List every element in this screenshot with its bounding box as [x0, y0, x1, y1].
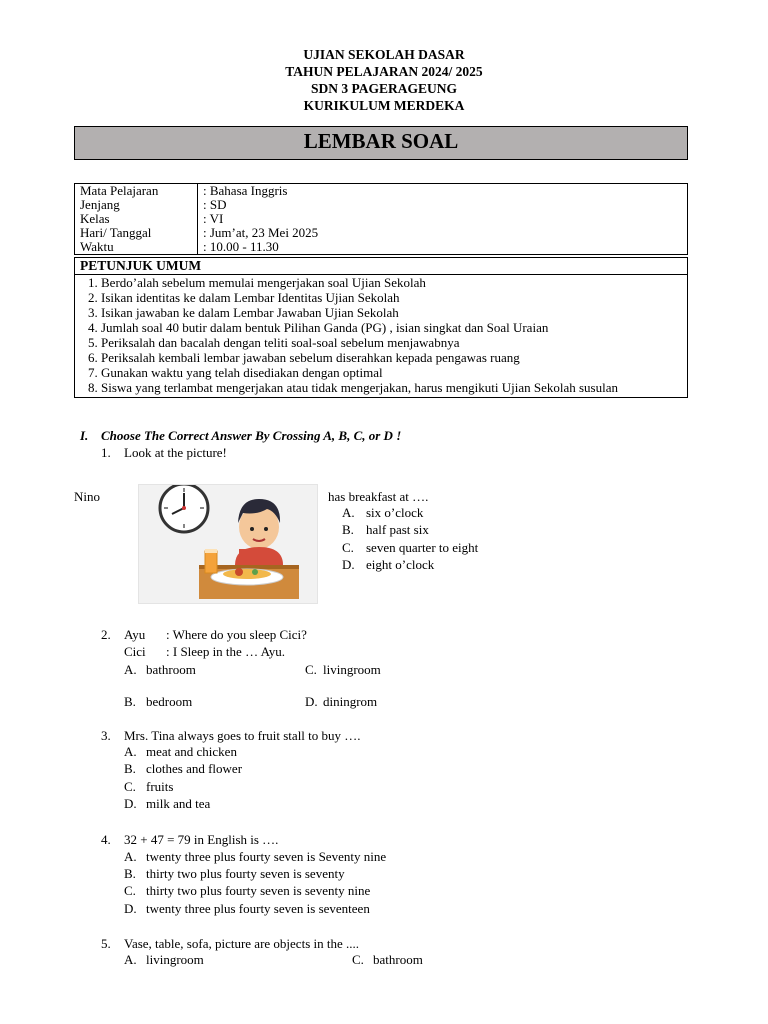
- general-instructions: [74, 257, 688, 398]
- dialog-line: : I Sleep in the … Ayu.: [166, 644, 286, 659]
- exam-header: [0, 46, 768, 114]
- info-values-cell: [198, 184, 688, 255]
- instruction-item: 7. Gunakan waktu yang telah disediakan dengan optimal: [101, 365, 687, 380]
- option-text: eight o’clock: [366, 557, 435, 572]
- header-line-3: SDN 3 PAGERAGEUNG: [310, 81, 457, 96]
- info-label: Mata Pelajaran: [80, 183, 159, 198]
- instruction-item: 1. Berdo’alah sebelum memulai mengerjakan soal Ujian Sekolah: [101, 275, 687, 290]
- dialog-speaker: Cici: [124, 644, 146, 659]
- subject-name: Nino: [74, 489, 100, 504]
- option-letter: C.: [124, 779, 136, 794]
- info-value: : SD: [203, 197, 227, 212]
- option-text: milk and tea: [146, 796, 211, 811]
- option-text: livingroom: [146, 952, 204, 967]
- option-text: twenty three plus fourty seven is seventeen: [146, 901, 370, 916]
- dialog-line: : Where do you sleep Cici?: [166, 627, 307, 642]
- option-letter: C.: [305, 662, 317, 677]
- instruction-item: 3. Isikan jawaban ke dalam Lembar Jawaban Ujian Sekolah: [101, 305, 687, 320]
- option-letter: A.: [124, 662, 137, 677]
- option-letter: C.: [124, 883, 136, 898]
- info-label: Kelas: [80, 211, 110, 226]
- option-text: clothes and flower: [146, 761, 243, 776]
- question-number: 2.: [101, 627, 111, 642]
- info-label: Hari/ Tanggal: [80, 225, 152, 240]
- section-instruction: Choose The Correct Answer By Crossing A, B, C, or D !: [101, 428, 402, 443]
- option-text: seven quarter to eight: [366, 540, 479, 555]
- option-letter: A.: [124, 744, 137, 759]
- option-text: livingroom: [323, 662, 381, 677]
- option-text: meat and chicken: [146, 744, 237, 759]
- instructions-heading: PETUNJUK UMUM: [75, 258, 687, 275]
- info-value: : Bahasa Inggris: [203, 183, 288, 198]
- header-line-2: TAHUN PELAJARAN 2024/ 2025: [285, 64, 483, 79]
- option-text: six o’clock: [366, 505, 424, 520]
- option-text: half past six: [366, 522, 429, 537]
- option-letter: D.: [124, 796, 137, 811]
- header-line-1: UJIAN SEKOLAH DASAR: [303, 47, 465, 62]
- question-stem: 32 + 47 = 79 in English is ….: [124, 832, 279, 847]
- option-letter: D.: [124, 901, 137, 916]
- dialog-speaker: Ayu: [124, 627, 146, 642]
- info-rows: [75, 184, 688, 255]
- breakfast-picture: [138, 484, 318, 604]
- instruction-item: 5. Periksalah dan bacalah dengan teliti soal-soal sebelum menjawabnya: [101, 335, 687, 350]
- info-label: Jenjang: [80, 197, 120, 212]
- question-stem: Mrs. Tina always goes to fruit stall to buy ….: [124, 728, 361, 743]
- option-text: thirty two plus fourty seven is seventy: [146, 866, 345, 881]
- info-value: : Jum’at, 23 Mei 2025: [203, 225, 319, 240]
- option-letter: C.: [342, 540, 354, 555]
- option-text: bathroom: [373, 952, 423, 967]
- exam-info-table: [74, 183, 688, 255]
- option-letter: B.: [124, 694, 136, 709]
- question-number: 5.: [101, 936, 111, 951]
- option-text: bathroom: [146, 662, 196, 677]
- page-title: LEMBAR SOAL: [74, 126, 688, 160]
- question-number: 4.: [101, 832, 111, 847]
- header-line-4: KURIKULUM MERDEKA: [303, 98, 465, 113]
- info-labels-cell: [75, 184, 198, 255]
- instruction-item: 8. Siswa yang terlambat mengerjakan atau tidak mengerjakan, harus mengikuti Ujian Sekolah susulan: [101, 380, 687, 395]
- option-letter: D.: [342, 557, 355, 572]
- option-text: twenty three plus fourty seven is Seventy nine: [146, 849, 387, 864]
- option-text: diningrom: [323, 694, 378, 709]
- option-letter: B.: [124, 866, 136, 881]
- option-letter: C.: [352, 952, 364, 967]
- question-number: 1.: [101, 445, 111, 460]
- option-text: thirty two plus fourty seven is seventy nine: [146, 883, 371, 898]
- info-value: : VI: [203, 211, 224, 226]
- question-number: 3.: [101, 728, 111, 743]
- question-stem: has breakfast at ….: [328, 489, 429, 504]
- instruction-item: 6. Periksalah kembali lembar jawaban sebelum diserahkan kepada pengawas ruang: [101, 350, 687, 365]
- instructions-list: [75, 275, 687, 397]
- boy-breakfast-clock-icon: [139, 485, 317, 603]
- option-letter: B.: [342, 522, 354, 537]
- info-label: Waktu: [80, 239, 114, 254]
- section-numeral: I.: [80, 428, 89, 443]
- info-value: : 10.00 - 11.30: [203, 239, 279, 254]
- option-text: bedroom: [146, 694, 193, 709]
- option-letter: A.: [342, 505, 355, 520]
- option-letter: A.: [124, 952, 137, 967]
- option-letter: D.: [305, 694, 318, 709]
- question-prompt: Look at the picture!: [124, 445, 227, 460]
- instruction-item: 2. Isikan identitas ke dalam Lembar Identitas Ujian Sekolah: [101, 290, 687, 305]
- question-stem: Vase, table, sofa, picture are objects in the ....: [124, 936, 359, 951]
- instruction-item: 4. Jumlah soal 40 butir dalam bentuk Pilihan Ganda (PG) , isian singkat dan Soal Uraian: [101, 320, 687, 335]
- option-text: fruits: [146, 779, 174, 794]
- option-letter: A.: [124, 849, 137, 864]
- option-letter: B.: [124, 761, 136, 776]
